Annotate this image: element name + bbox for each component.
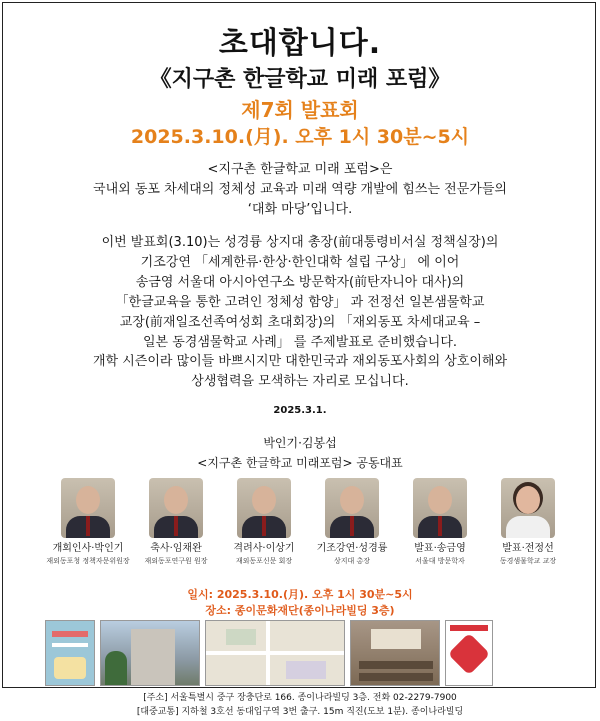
- thumbnail-row: [45, 620, 545, 688]
- speaker-role: 재외동포연구원 원장: [144, 557, 208, 565]
- speaker-photo: [149, 478, 203, 538]
- closing-paragraph: [20, 352, 580, 392]
- program-line: 교장(前재일조선족여성회 초대회장)의 「재외동포 차세대교육 –: [119, 315, 481, 330]
- program-paragraph: [20, 233, 580, 353]
- speaker-photo: [61, 478, 115, 538]
- address-line: [주소] 서울특별시 중구 장충단로 166. 종이나라빌딩 3층. 전화 02-2279-7900: [143, 693, 457, 703]
- speaker-label: 격려사·이상기: [233, 543, 295, 554]
- transit-line: [대중교통] 지하철 3호선 동대입구역 3번 출구. 15m 직진(도보 1분). 종이나라빌딩: [136, 707, 464, 717]
- event-venue: 장소: 종이문화재단(종이나라빌딩 3층): [205, 604, 395, 617]
- invitation-title: 초대합니다.: [218, 26, 382, 61]
- speaker-photo: [325, 478, 379, 538]
- closing-line: 개학 시즌이라 많이들 바쁘시지만 대한민국과 재외동포사회의 상호이해와: [92, 354, 508, 369]
- intro-line: ‘대화 마당’입니다.: [247, 202, 353, 217]
- book-cover-image: [45, 620, 95, 686]
- program-line: 일본 동경샘물학교 사례」 를 주제발표로 준비했습니다.: [142, 335, 458, 350]
- logo-card-image: [445, 620, 493, 686]
- speaker-card: [40, 478, 136, 566]
- signer-org: <지구촌 한글학교 미래포럼> 공동대표: [197, 456, 403, 470]
- speaker-card: [216, 478, 312, 566]
- speaker-photo: [501, 478, 555, 538]
- speaker-row: [40, 478, 580, 598]
- signer-names: 박인기·김봉섭: [263, 436, 337, 450]
- speaker-photo: [413, 478, 467, 538]
- speaker-card: [392, 478, 488, 566]
- program-line: 이번 발표회(3.10)는 성경륭 상지대 총장(前대통령비서실 정책실장)의: [101, 235, 499, 250]
- session-datetime: 2025.3.10.(月). 오후 1시 30분~5시: [130, 126, 470, 148]
- speaker-card: [128, 478, 224, 566]
- program-line: 송금영 서울대 아시아연구소 방문학자(前탄자니아 대사)의: [135, 275, 465, 290]
- speaker-label: 발표·전정선: [502, 543, 554, 554]
- speaker-role: 상지대 총장: [333, 557, 371, 565]
- speaker-role: 재외동포청 정책자문위원장: [46, 557, 130, 565]
- session-title: 제7회 발표회: [241, 98, 359, 122]
- intro-paragraph: [20, 160, 580, 220]
- speaker-card: [480, 478, 576, 566]
- speaker-role: 서울대 방문학자: [415, 557, 465, 565]
- signature-date: 2025.3.1.: [273, 405, 327, 416]
- program-line: 「한글교육을 통한 고려인 정체성 함양」 과 전정선 일본샘물학교: [115, 295, 485, 310]
- forum-name: 《지구촌 한글학교 미래 포럼》: [149, 67, 451, 92]
- speaker-photo: [237, 478, 291, 538]
- building-photo-image: [100, 620, 200, 686]
- program-line: 기조강연 「세계한류·한상·한인대학 설립 구상」 에 이어: [140, 255, 460, 270]
- location-map-image: [205, 620, 345, 686]
- intro-line: 국내외 동포 차세대의 정체성 교육과 미래 역량 개발에 힘쓰는 전문가들의: [93, 182, 507, 197]
- speaker-card: [304, 478, 400, 566]
- event-time: 일시: 2025.3.10.(月). 오후 1시 30분~5시: [187, 588, 413, 601]
- speaker-label: 축사·임채완: [150, 543, 202, 554]
- speaker-label: 개회인사·박인기: [52, 543, 124, 554]
- footer-address: [0, 691, 600, 719]
- closing-line: 상생협력을 모색하는 자리로 모십니다.: [191, 374, 409, 389]
- intro-line: <지구촌 한글학교 미래 포럼>은: [207, 162, 393, 177]
- signature-block: [0, 433, 600, 473]
- speaker-label: 기조강연·성경륭: [316, 543, 388, 554]
- speaker-label: 발표·송금영: [414, 543, 466, 554]
- speaker-role: 재외동포신문 회장: [235, 557, 293, 565]
- hall-photo-image: [350, 620, 440, 686]
- speaker-role: 동경샘물학교 교장: [499, 557, 557, 565]
